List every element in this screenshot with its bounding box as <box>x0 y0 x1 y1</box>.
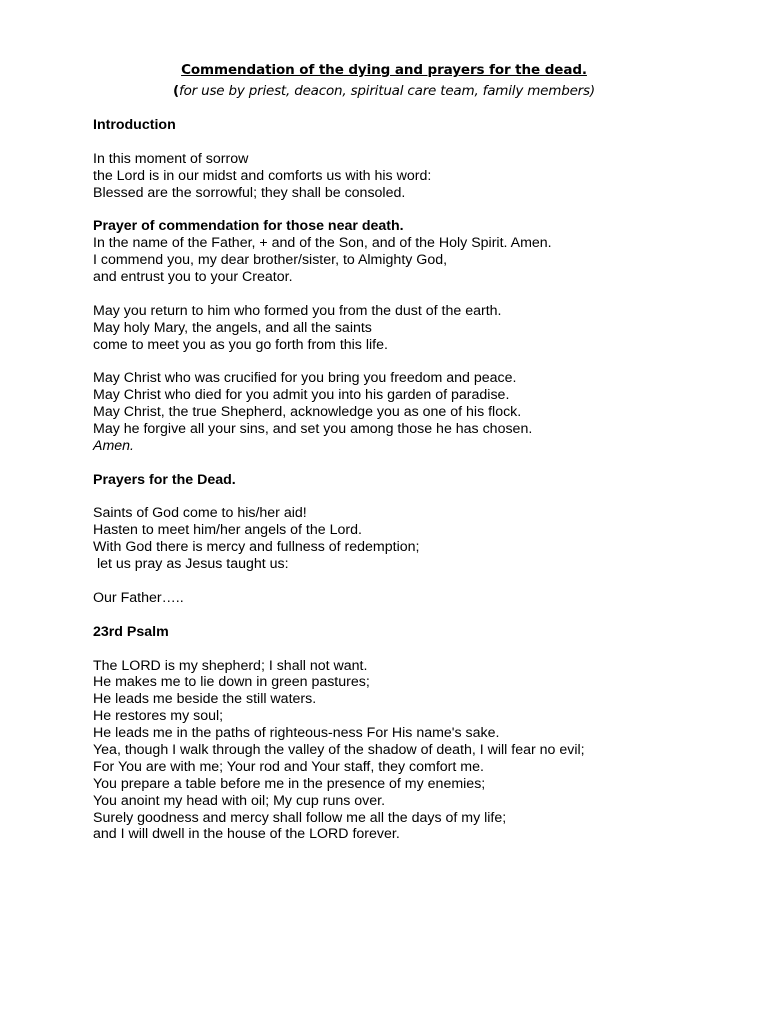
document-body <box>93 117 693 843</box>
commendation-line: May holy Mary, the angels, and all the saints <box>93 319 372 336</box>
introduction-heading: Introduction <box>93 117 176 133</box>
dead-line: With God there is mercy and fullness of redemption; <box>93 539 420 556</box>
commendation-line: May Christ, the true Shepherd, acknowledge you as one of his flock. <box>93 404 522 421</box>
psalm-line: The LORD is my shepherd; I shall not want. <box>93 657 368 674</box>
commendation-heading: Prayer of commendation for those near death. <box>93 218 404 235</box>
psalm-line: Yea, though I walk through the valley of the shadow of death, I will fear no evil; <box>93 741 585 758</box>
document-subtitle <box>0 82 768 100</box>
dead-line: let us pray as Jesus taught us: <box>93 556 289 573</box>
introduction-line: the Lord is in our midst and comforts us with his word: <box>93 167 432 184</box>
spacer <box>93 353 693 370</box>
psalm-line: Surely goodness and mercy shall follow me all the days of my life; <box>93 809 507 826</box>
commendation-line: May he forgive all your sins, and set you among those he has chosen. <box>93 421 533 438</box>
psalm-line: He restores my soul; <box>93 708 224 725</box>
commendation-line: I commend you, my dear brother/sister, to Almighty God, <box>93 252 448 269</box>
commendation-line: come to meet you as you go forth from this life. <box>93 336 388 353</box>
introduction-line: Blessed are the sorrowful; they shall be consoled. <box>93 184 406 201</box>
spacer <box>93 201 693 218</box>
psalm-line: For You are with me; Your rod and Your staff, they comfort me. <box>93 758 484 775</box>
dead-line: Saints of God come to his/her aid! <box>93 505 307 522</box>
spacer <box>93 134 693 151</box>
commendation-line: and entrust you to your Creator. <box>93 269 293 286</box>
subtitle-open-paren: ( <box>173 83 180 99</box>
spacer <box>93 641 693 658</box>
psalm-line: He leads me in the paths of righteous-ness For His name's sake. <box>93 725 500 742</box>
psalm-line: You prepare a table before me in the presence of my enemies; <box>93 775 486 792</box>
spacer <box>93 573 693 590</box>
commendation-line: May you return to him who formed you from the dust of the earth. <box>93 302 502 319</box>
psalm-line: You anoint my head with oil; My cup runs over. <box>93 792 386 809</box>
commendation-line: May Christ who died for you admit you into his garden of paradise. <box>93 387 510 404</box>
spacer <box>93 286 693 303</box>
dead-line: Hasten to meet him/her angels of the Lord. <box>93 522 362 539</box>
our-father-line: Our Father….. <box>93 589 184 606</box>
dead-heading: Prayers for the Dead. <box>93 471 236 488</box>
spacer <box>93 455 693 472</box>
psalm-line: He leads me beside the still waters. <box>93 691 317 708</box>
spacer <box>93 489 693 506</box>
psalm-heading: 23rd Psalm <box>93 623 169 640</box>
psalm-line: He makes me to lie down in green pastures; <box>93 674 370 691</box>
introduction-line: In this moment of sorrow <box>93 150 249 167</box>
subtitle-text: for use by priest, deacon, spiritual care team, family members) <box>179 83 595 99</box>
commendation-line: May Christ who was crucified for you bring you freedom and peace. <box>93 370 517 387</box>
psalm-line: and I will dwell in the house of the LORD forever. <box>93 826 400 843</box>
commendation-amen: Amen. <box>93 437 135 454</box>
spacer <box>93 607 693 624</box>
commendation-line: In the name of the Father, + and of the Son, and of the Holy Spirit. Amen. <box>93 235 552 252</box>
document-title: Commendation of the dying and prayers for the dead. <box>181 62 587 78</box>
